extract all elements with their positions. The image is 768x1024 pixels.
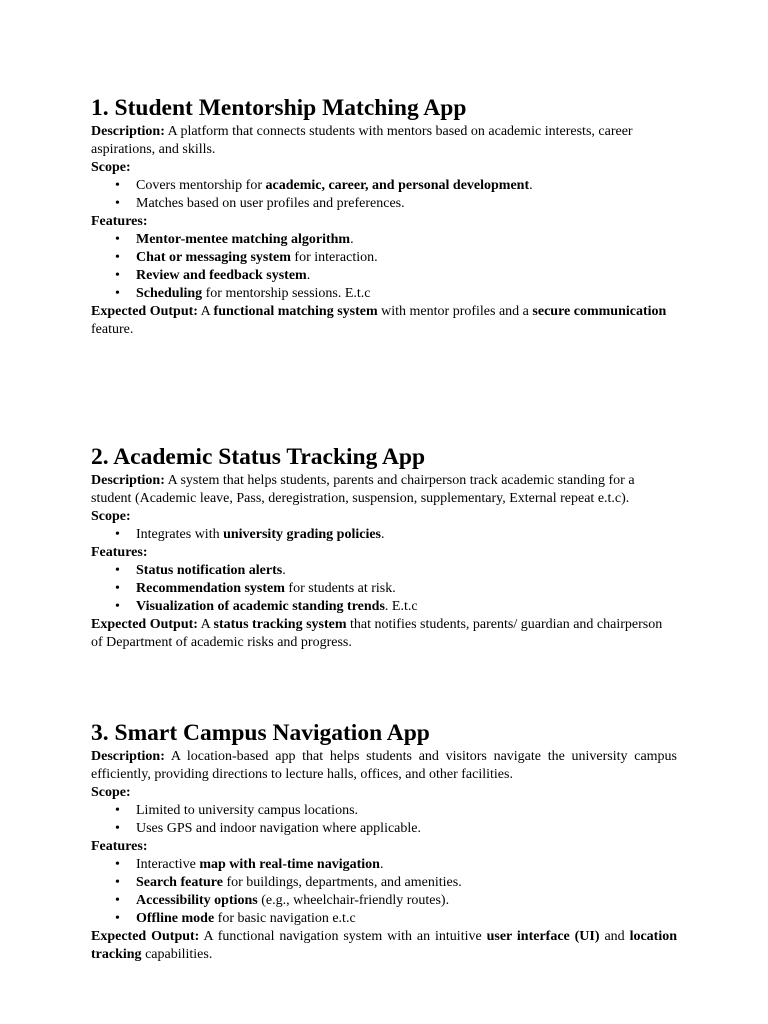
bullet-icon: • — [115, 599, 120, 614]
output-bold-text: functional matching system — [213, 304, 378, 319]
output-text: with mentor profiles and a — [377, 304, 533, 319]
item-text: for students at risk. — [284, 581, 396, 596]
output-bold-text: user interface (UI) — [486, 929, 600, 944]
section-title: 3. Smart Campus Navigation App — [91, 720, 430, 746]
features-label: Features: — [91, 214, 148, 229]
expected-output-label: Expected Output: — [91, 929, 200, 944]
list-item — [91, 562, 677, 580]
item-bold-text: Status notification alerts — [136, 563, 283, 578]
scope-label: Scope: — [91, 509, 131, 524]
item-text: . E.t.c — [384, 599, 418, 614]
item-text: (e.g., wheelchair-friendly routes). — [257, 893, 450, 908]
item-text: Uses GPS and indoor navigation where applicable. — [136, 821, 421, 836]
output-text: and — [599, 929, 630, 944]
item-text: Integrates with — [136, 527, 224, 542]
features-list — [91, 231, 677, 303]
item-text: . — [350, 232, 354, 247]
item-bold-text: map with real-time navigation — [199, 857, 380, 872]
bullet-icon: • — [115, 527, 120, 542]
expected-output-paragraph — [91, 928, 677, 964]
bullet-icon: • — [115, 286, 120, 301]
item-text: for basic navigation e.t.c — [214, 911, 356, 926]
list-item — [91, 580, 677, 598]
list-item — [91, 910, 677, 928]
bullet-icon: • — [115, 803, 120, 818]
section-mentorship-app — [91, 94, 677, 339]
output-bold-text: secure communication — [532, 304, 667, 319]
description-paragraph — [91, 123, 677, 159]
item-text: . — [529, 178, 533, 193]
bullet-icon: • — [115, 821, 120, 836]
item-text: for mentorship sessions. E.t.c — [202, 286, 371, 301]
item-text: . — [379, 857, 384, 872]
item-text: . — [381, 527, 385, 542]
list-item — [91, 526, 677, 544]
description-label: Description: — [91, 124, 165, 139]
bullet-icon: • — [115, 250, 120, 265]
features-list — [91, 562, 677, 616]
output-text: capabilities. — [141, 947, 213, 962]
features-label: Features: — [91, 839, 148, 854]
expected-output-label: Expected Output: — [91, 304, 198, 319]
description-text: A system that helps students, parents and chairperson track academic standing for a student (Academic leave, Pass, deregistration, suspension, supplementary, External repeat e.t.c). — [91, 473, 635, 506]
bullet-icon: • — [115, 196, 120, 211]
item-text: Interactive — [136, 857, 200, 872]
features-list — [91, 856, 677, 928]
scope-list — [91, 177, 677, 213]
description-paragraph — [91, 748, 677, 784]
bullet-icon: • — [115, 268, 120, 283]
item-bold-text: Accessibility options — [136, 893, 258, 908]
list-item — [91, 267, 677, 285]
section-title: 1. Student Mentorship Matching App — [91, 95, 467, 121]
description-text: A location-based app that helps students and visitors navigate the university campus efficiently, providing directions to lecture halls, offices, and other facilities. — [91, 749, 677, 782]
bullet-icon: • — [115, 581, 120, 596]
item-bold-text: Review and feedback system — [136, 268, 307, 283]
scope-list — [91, 526, 677, 544]
item-bold-text: university grading policies — [223, 527, 381, 542]
item-text: . — [282, 563, 286, 578]
list-item — [91, 598, 677, 616]
section-title: 2. Academic Status Tracking App — [91, 444, 426, 470]
description-label: Description: — [91, 473, 165, 488]
list-item — [91, 231, 677, 249]
item-text: Covers mentorship for — [136, 178, 266, 193]
expected-output-label: Expected Output: — [91, 617, 198, 632]
scope-label: Scope: — [91, 160, 131, 175]
bullet-icon: • — [115, 178, 120, 193]
description-text: A platform that connects students with mentors based on academic interests, career aspirations, and skills. — [91, 124, 633, 157]
item-bold-text: Mentor-mentee matching algorithm — [136, 232, 351, 247]
list-item — [91, 285, 677, 303]
expected-output-paragraph — [91, 616, 677, 652]
section-academic-status-app — [91, 443, 677, 652]
list-item — [91, 195, 677, 213]
bullet-icon: • — [115, 875, 120, 890]
output-bold-text: location tracking — [91, 929, 678, 962]
item-bold-text: Search feature — [136, 875, 223, 890]
output-text: feature. — [91, 322, 134, 337]
item-bold-text: Scheduling — [136, 286, 203, 301]
item-bold-text: Offline mode — [136, 911, 215, 926]
item-bold-text: Visualization of academic standing trends — [136, 599, 385, 614]
output-text: A — [197, 617, 214, 632]
list-item — [91, 856, 677, 874]
section-campus-navigation-app — [91, 719, 677, 964]
description-label: Description: — [91, 749, 165, 764]
item-bold-text: academic, career, and personal development — [265, 178, 530, 193]
bullet-icon: • — [115, 563, 120, 578]
scope-list — [91, 802, 677, 838]
bullet-icon: • — [115, 893, 120, 908]
list-item — [91, 177, 677, 195]
output-bold-text: status tracking system — [213, 617, 347, 632]
item-text: Matches based on user profiles and preferences. — [136, 196, 405, 211]
list-item — [91, 892, 677, 910]
item-bold-text: Chat or messaging system — [136, 250, 291, 265]
list-item — [91, 874, 677, 892]
item-text: . — [306, 268, 311, 283]
list-item — [91, 820, 677, 838]
features-label: Features: — [91, 545, 148, 560]
output-text: that notifies students, parents/ guardian and chairperson of Department of academic risks and progress. — [91, 617, 663, 650]
list-item — [91, 249, 677, 267]
expected-output-paragraph — [91, 303, 677, 339]
scope-label: Scope: — [91, 785, 131, 800]
bullet-icon: • — [115, 911, 120, 926]
item-bold-text: Recommendation system — [136, 581, 285, 596]
list-item — [91, 802, 677, 820]
item-text: for buildings, departments, and amenities. — [222, 875, 462, 890]
item-text: for interaction. — [290, 250, 378, 265]
item-text: Limited to university campus locations. — [136, 803, 359, 818]
output-text: A — [197, 304, 214, 319]
output-text: A functional navigation system with an intuitive — [199, 929, 487, 944]
bullet-icon: • — [115, 232, 120, 247]
description-paragraph — [91, 472, 677, 508]
bullet-icon: • — [115, 857, 120, 872]
